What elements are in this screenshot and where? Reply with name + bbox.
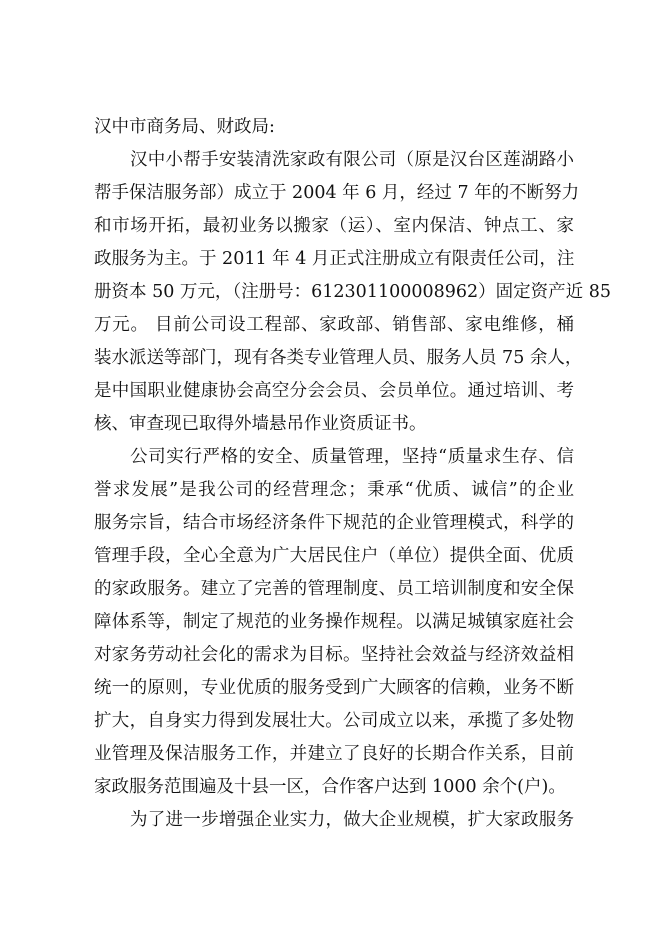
paragraph-1-line-6: 万元。 目前公司设工程部、家政部、销售部、家电维修，桶 bbox=[94, 315, 574, 335]
paragraph-2-line-3: 服务宗旨，结合市场经济条件下规范的企业管理模式，科学的 bbox=[94, 513, 574, 533]
paragraph-2-line-11: 家政服务范围遍及十县一区，合作客户达到 1000 余个(户)。 bbox=[94, 777, 566, 797]
paragraph-1-line-9: 核、审查现已取得外墙悬吊作业资质证书。 bbox=[94, 414, 427, 434]
paragraph-1-line-4: 政服务为主。于 2011 年 4 月正式注册成立有限责任公司，注 bbox=[94, 249, 575, 269]
paragraph-3-line-1: 为了进一步增强企业实力，做大企业规模，扩大家政服务 bbox=[130, 810, 574, 830]
paragraph-1-line-2: 帮手保洁服务部）成立于 2004 年 6 月，经过 7 年的不断努力 bbox=[94, 183, 580, 203]
paragraph-2-line-5: 的家政服务。建立了完善的管理制度、员工培训制度和安全保 bbox=[94, 579, 574, 599]
paragraph-2-line-9: 扩大，自身实力得到发展壮大。公司成立以来，承揽了多处物 bbox=[94, 711, 574, 731]
paragraph-1-line-1: 汉中小帮手安装清洗家政有限公司（原是汉台区莲湖路小 bbox=[130, 150, 574, 170]
paragraph-2-line-6: 障体系等，制定了规范的业务操作规程。以满足城镇家庭社会 bbox=[94, 612, 574, 632]
paragraph-2-line-4: 管理手段，全心全意为广大居民住户（单位）提供全面、优质 bbox=[94, 546, 574, 566]
salutation: 汉中市商务局、财政局: bbox=[94, 117, 275, 137]
paragraph-2-line-8: 统一的原则，专业优质的服务受到广大顾客的信赖，业务不断 bbox=[94, 678, 574, 698]
paragraph-1-line-7: 装水派送等部门，现有各类专业管理人员、服务人员 75 余人， bbox=[94, 348, 583, 368]
paragraph-2-line-1: 公司实行严格的安全、质量管理，坚持“质量求生存、信 bbox=[130, 447, 574, 467]
paragraph-1-line-8: 是中国职业健康协会高空分会会员、会员单位。通过培训、考 bbox=[94, 381, 574, 401]
paragraph-1-line-3: 和市场开拓，最初业务以搬家（运）、室内保洁、钟点工、家 bbox=[94, 216, 574, 236]
paragraph-2-line-2: 誉求发展”是我公司的经营理念；秉承“优质、诚信”的企业 bbox=[94, 480, 574, 500]
paragraph-1-line-5: 册资本 50 万元，（注册号：612301100008962）固定资产近 85 bbox=[94, 282, 611, 302]
paragraph-2-line-7: 对家务劳动社会化的需求为目标。坚持社会效益与经济效益相 bbox=[94, 645, 574, 665]
paragraph-2-line-10: 业管理及保洁服务工作，并建立了良好的长期合作关系，目前 bbox=[94, 744, 574, 764]
